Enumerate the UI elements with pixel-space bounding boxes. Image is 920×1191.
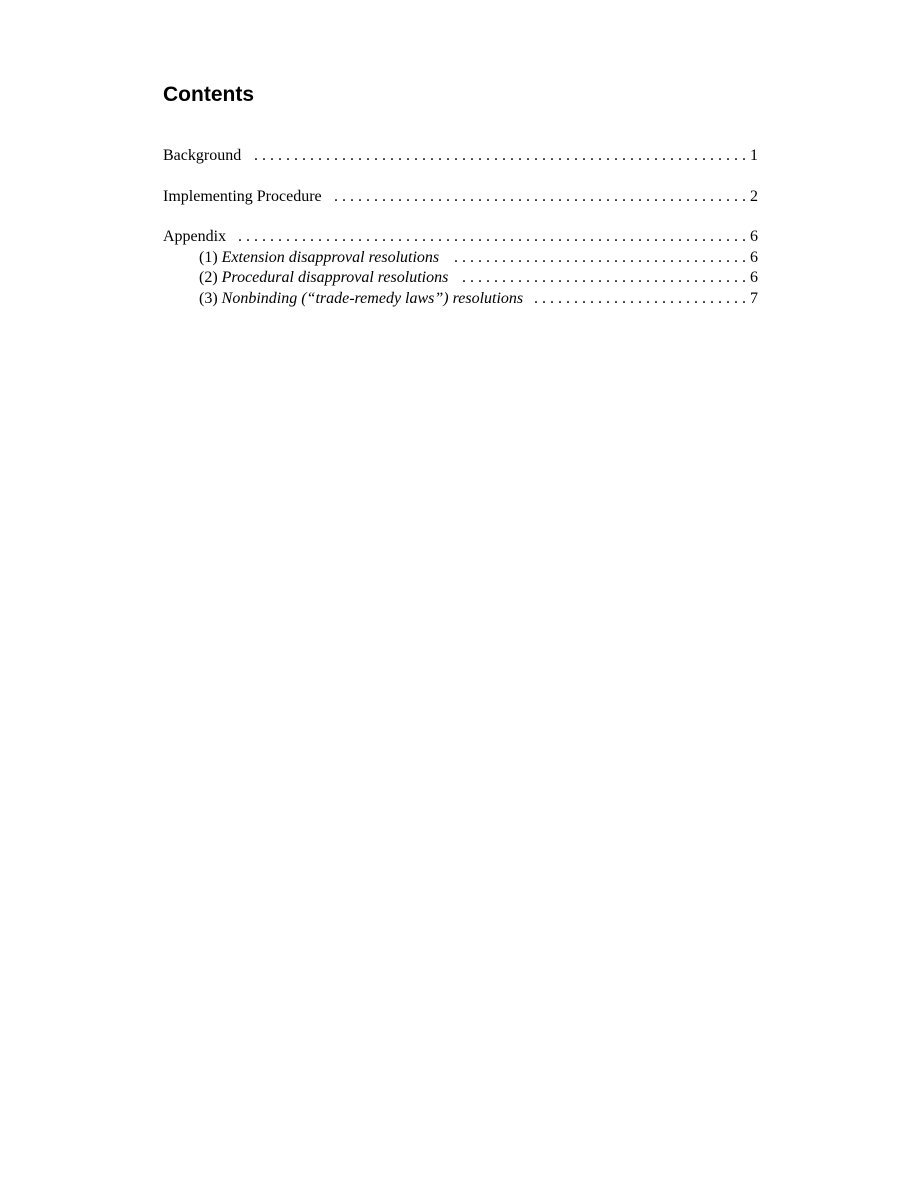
toc-subentry-label (199, 248, 439, 269)
toc-dot-leader (533, 289, 746, 310)
toc-dot-leader (332, 187, 746, 208)
table-of-contents (163, 146, 758, 309)
toc-subentry-extension-disapproval[interactable] (163, 248, 758, 269)
toc-dot-leader (236, 227, 746, 248)
toc-dot-leader (251, 146, 746, 167)
toc-entry-label: Implementing Procedure (163, 187, 322, 205)
toc-subentry-title: Nonbinding (“trade-remedy laws”) resolutions (221, 289, 524, 307)
toc-entry-background[interactable] (163, 146, 758, 167)
toc-subentry-page-number: 6 (750, 248, 758, 266)
toc-subentry-title: Extension disapproval resolutions (221, 248, 440, 266)
toc-subentry-page-number: 6 (750, 269, 758, 286)
toc-entry-page-number: 1 (750, 147, 758, 164)
toc-entry-page-number: 6 (750, 228, 758, 245)
toc-subentry-number: (1) (199, 248, 218, 266)
toc-entry-label: Appendix (163, 228, 227, 245)
toc-dot-leader (449, 248, 746, 269)
toc-subentry-number: (3) (199, 289, 218, 307)
toc-spacer (163, 167, 758, 187)
toc-subentry-page-number: 7 (750, 289, 758, 307)
toc-spacer (163, 207, 758, 227)
toc-entry-label: Background (163, 147, 242, 164)
toc-subentry-procedural-disapproval[interactable] (163, 268, 758, 289)
toc-subentry-label (199, 268, 448, 289)
toc-title: Contents (163, 83, 254, 106)
toc-subentry-nonbinding[interactable] (163, 289, 758, 310)
toc-subentry-label (199, 289, 523, 310)
toc-subentry-title: Procedural disapproval resolutions (221, 269, 449, 286)
toc-dot-leader (458, 268, 746, 289)
toc-subentry-number: (2) (199, 269, 218, 286)
toc-entry-page-number: 2 (750, 187, 758, 205)
toc-entry-implementing-procedure[interactable] (163, 187, 758, 208)
toc-entry-appendix[interactable] (163, 227, 758, 248)
